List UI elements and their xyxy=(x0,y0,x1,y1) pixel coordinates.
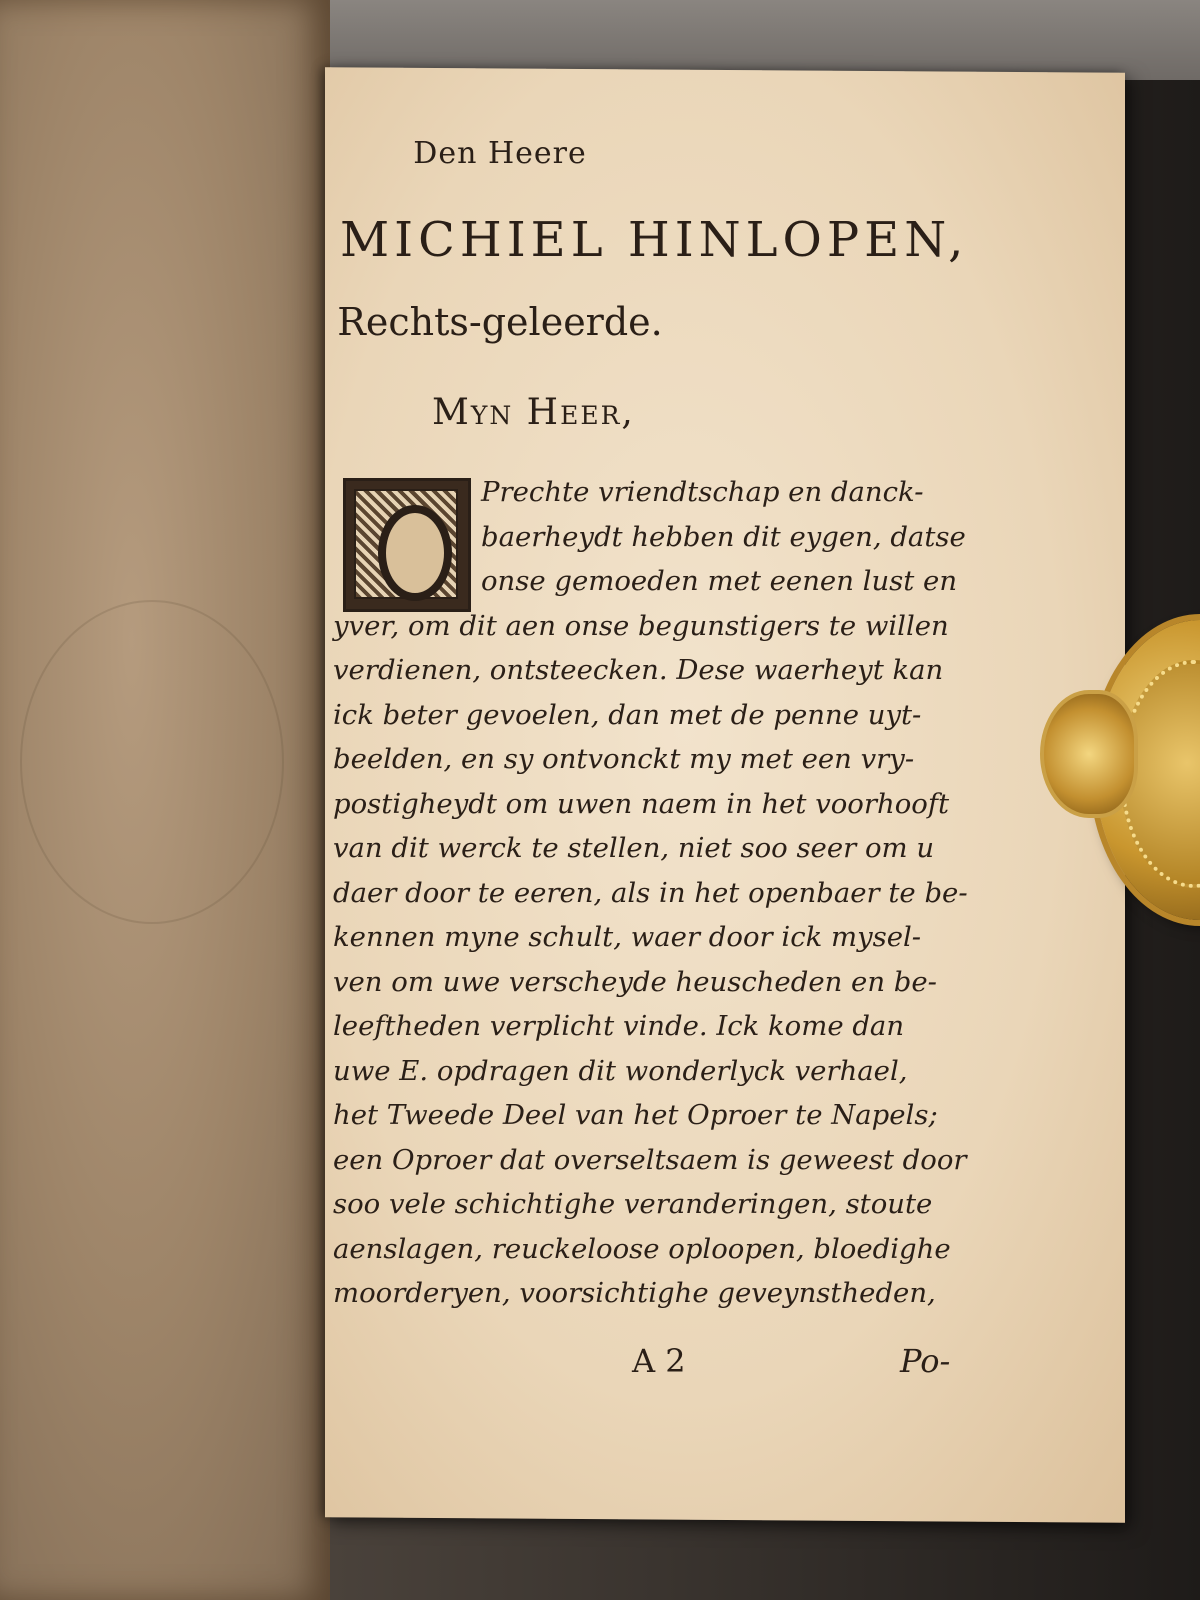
catchword: Po- xyxy=(900,1342,951,1380)
gilt-clasp xyxy=(1040,620,1200,900)
clasp-shell-ornament-icon xyxy=(1040,690,1138,818)
body-line: postigheydt om uwen naem in het voorhooft xyxy=(333,787,950,820)
body-line: yver, om dit aen onse begunstigers te willen xyxy=(333,609,949,642)
body-line: ven om uwe verscheyde heuscheden en be- xyxy=(333,965,937,998)
dedicatee-title: Rechts-geleerde. xyxy=(337,300,663,344)
body-line: van dit werck te stellen, niet soo seer om u xyxy=(333,832,935,864)
body-line: uwe E. opdragen dit wonderlyck verhael, xyxy=(333,1054,908,1087)
body-line: Prechte vriendtschap en danck- xyxy=(481,476,924,508)
body-line: daer door te eeren, als in het openbaer te be- xyxy=(333,876,968,909)
body-line: soo vele schichtighe veranderingen, stoute xyxy=(333,1188,933,1220)
body-line: het Tweede Deel van het Oproer te Napels; xyxy=(333,1099,938,1131)
body-line: een Oproer dat overseltsaem is geweest door xyxy=(333,1143,967,1176)
body-line: moorderyen, voorsichtighe geveynstheden, xyxy=(333,1277,936,1309)
running-head: Den Heere xyxy=(413,136,587,171)
body-text xyxy=(333,470,973,1316)
book-cover-left xyxy=(0,0,330,1600)
body-line: aenslagen, reuckeloose oploopen, bloedighe xyxy=(333,1232,951,1265)
dedicatee-name: MICHIEL HINLOPEN, xyxy=(340,212,969,268)
body-line: leeftheden verplicht vinde. Ick kome dan xyxy=(333,1010,905,1042)
salutation: Myn Heer, xyxy=(432,392,635,433)
body-line: kennen myne schult, waer door ick mysel- xyxy=(333,921,922,953)
body-line: verdienen, ontsteecken. Dese waerheyt kan xyxy=(333,654,944,686)
body-line: onse gemoeden met eenen lust en xyxy=(481,565,958,597)
signature-mark: A 2 xyxy=(632,1342,686,1380)
cover-stamp-ring xyxy=(20,600,284,924)
body-line: beelden, en sy ontvonckt my met een vry- xyxy=(333,743,915,775)
body-line: baerheydt hebben dit eygen, datse xyxy=(481,520,966,553)
body-line: ick beter gevoelen, dan met de penne uyt- xyxy=(333,698,922,731)
